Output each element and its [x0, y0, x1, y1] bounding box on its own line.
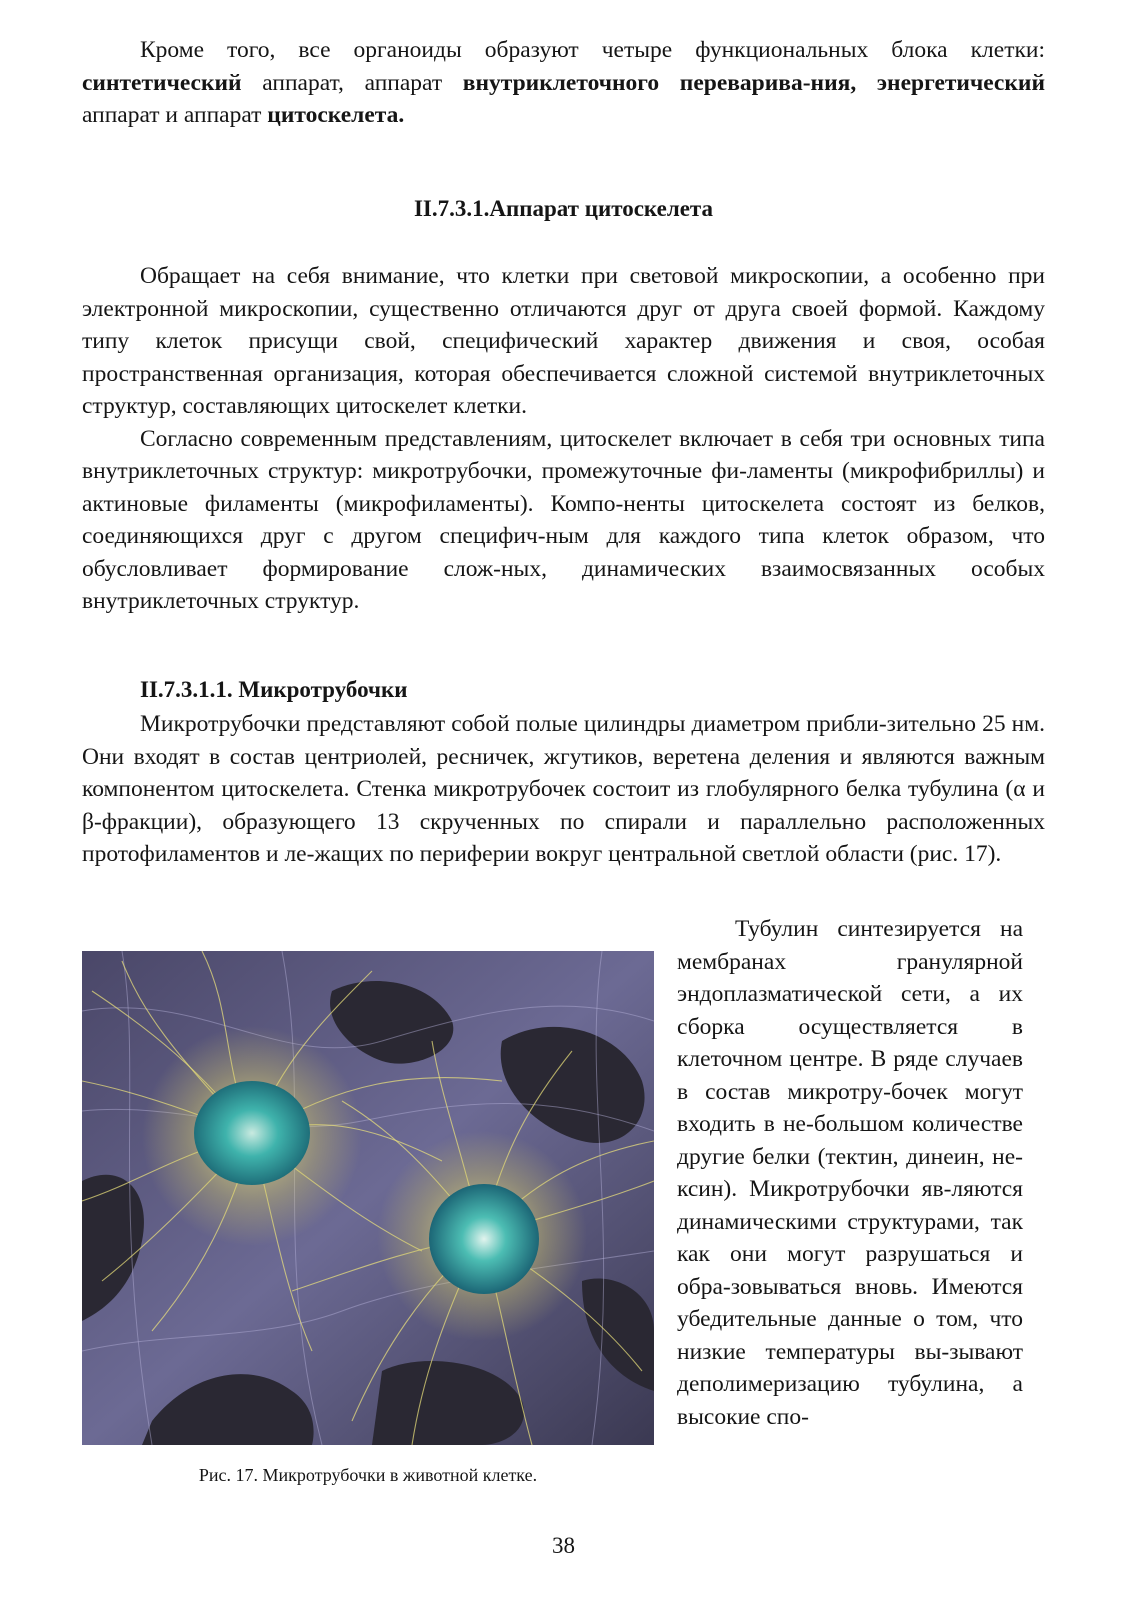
section-cytoskeleton-body — [82, 260, 1045, 618]
section-microtubules-body — [82, 708, 1045, 871]
paragraph-cell-shape: Обращает на себя внимание, что клетки при световой микроскопии, а особенно при электронной микроскопии, существенно отличаются друг от друга своей формой. Каждому типу клеток присущи свой, специфический характер движения и своя, особая пространственная организация, которая обеспечивается сложной системой внутриклеточных структур, составляющих цитоскелет клетки. — [82, 263, 1045, 419]
intro-text-1: Кроме того, все органоиды образуют четыре функциональных блока клетки: — [140, 37, 1045, 63]
figure-17 — [82, 951, 654, 1487]
paragraph-microtubules-structure: Микротрубочки представляют собой полые цилиндры диаметром прибли-зительно 25 нм. Они входят в состав центриолей, ресничек, жгутиков, веретена деления и являются важным компонентом цитоскелета. Стенка микротрубочек состоит из глобулярного белка тубулина (α и β-фракции), образующего 13 скрученных по спирали и параллельно расположенных протофиламентов и ле-жащих по периферии вокруг центральной светлой области (рис. 17). — [82, 711, 1045, 867]
intro-bold-digestion-energy: внутриклеточного переварива-ния, энергетический — [462, 69, 1045, 96]
section-heading-cytoskeleton: II.7.3.1.Аппарат цитоскелета — [413, 196, 714, 221]
intro-text-3: аппарат и аппарат — [82, 102, 268, 128]
figure-caption: Рис. 17. Микротрубочки в животной клетке. — [198, 1465, 538, 1485]
paragraph-cytoskeleton-types: Согласно современным представлениям, цитоскелет включает в себя три основных типа внутриклеточных структур: микротрубочки, промежуточные фи-ламенты (микрофибриллы) и актиновые филаменты (микрофиламенты). Компо-ненты цитоскелета состоят из белков, соединяющихся друг с другом специфич-ным для каждого типа клеток образом, что обусловливает формирование слож-ных, динамических взаимосвязанных особых внутриклеточных структур. — [82, 425, 1045, 614]
intro-text-2: аппарат, аппарат — [241, 69, 463, 96]
intro-bold-synthetic: синтетический — [82, 69, 242, 96]
intro-bold-cytoskeleton: цитоскелета. — [267, 102, 405, 128]
intro-paragraph — [82, 34, 1045, 132]
document-page — [82, 28, 1045, 1588]
section-heading-microtubules: II.7.3.1.1. Микротрубочки — [140, 677, 408, 702]
microtubules-micrograph — [82, 951, 654, 1445]
page-number: 38 — [552, 1533, 575, 1558]
paragraph-tubulin-synthesis: Тубулин синтезируется на мембранах гранулярной эндоплазматической сети, а их сборка осуществляется в клеточном центре. В ряде случаев в состав микротру-бочек могут входить в не-большом количестве другие белки (тектин, динеин, не-ксин). Микротрубочки яв-ляются динамическими структурами, так как они могут разрушаться и обра-зовываться вновь. Имеются убедительные данные о том, что низкие температуры вы-зывают деполимеризацию тубулина, а высокие спо- — [677, 916, 1023, 1430]
